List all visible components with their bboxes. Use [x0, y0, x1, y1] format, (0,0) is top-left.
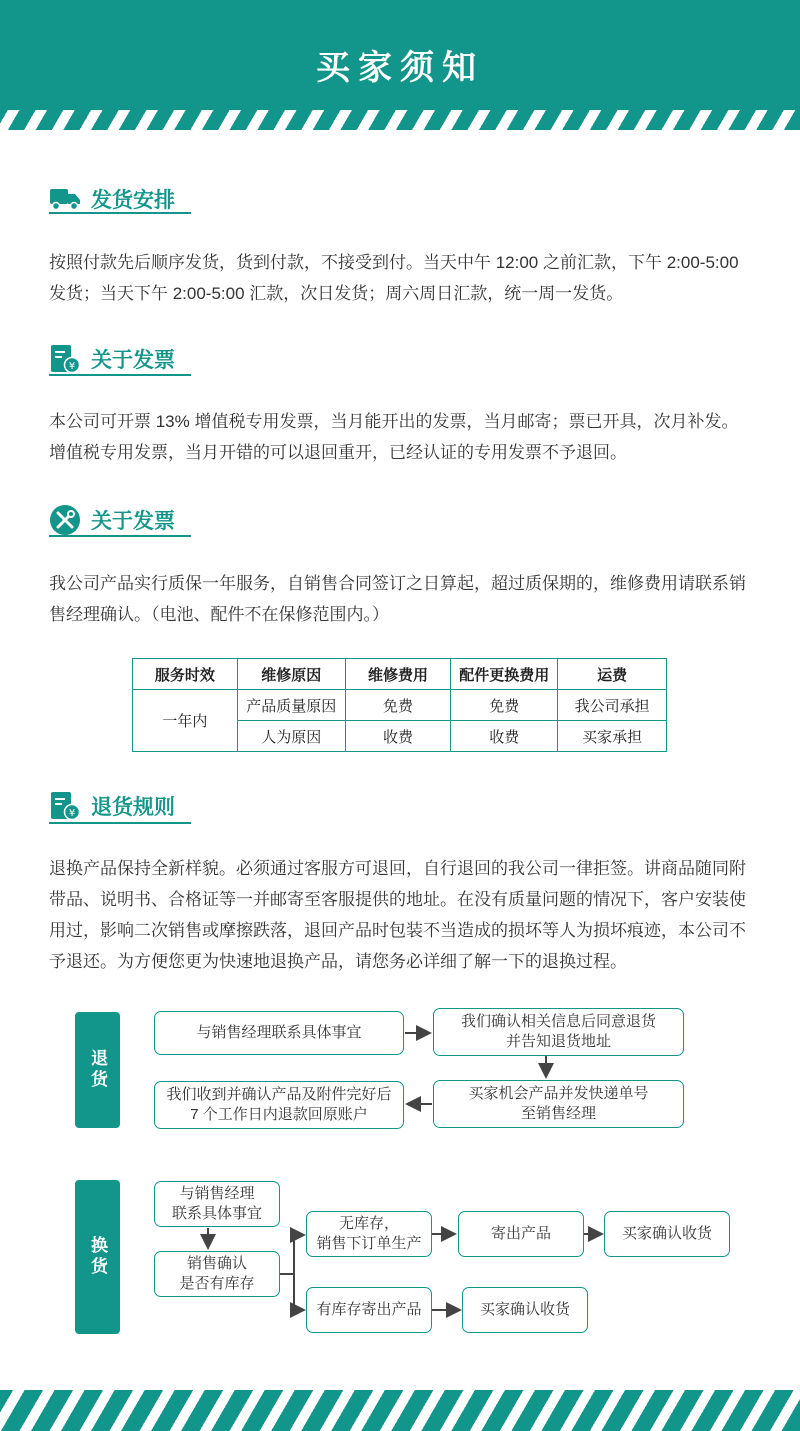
table-header-cell: 配件更换费用 — [451, 659, 558, 690]
table-cell: 免费 — [451, 690, 558, 721]
table-cell: 免费 — [345, 690, 451, 721]
box-text: 买家确认收货 — [479, 1301, 570, 1318]
exchange-step-ship — [458, 1211, 584, 1257]
table-header-cell: 维修费用 — [345, 659, 451, 690]
box-line: 至销售经理 — [520, 1105, 596, 1122]
box-line: 无库存， — [338, 1215, 399, 1232]
table-header-cell: 维修原因 — [237, 659, 345, 690]
section-title: 关于发票 — [91, 349, 175, 372]
section-title: 退货规则 — [91, 796, 175, 819]
return-flow-tag: 退货 — [75, 1012, 120, 1128]
return-step-confirm — [433, 1008, 684, 1056]
table-header-cell: 运费 — [558, 659, 667, 690]
box-line: 销售下订单生产 — [316, 1235, 422, 1252]
svg-text:¥: ¥ — [68, 808, 76, 819]
table-cell: 产品质量原因 — [237, 690, 345, 721]
box-line: 联系具体事宜 — [171, 1205, 262, 1222]
table-cell: 收费 — [451, 721, 558, 752]
box-line: 与销售经理 — [179, 1185, 255, 1202]
box-text: 有库存寄出产品 — [316, 1301, 422, 1318]
return-step-refund — [154, 1081, 404, 1129]
box-line: 我们收到并确认产品及附件完好后 — [166, 1086, 392, 1103]
return-step-ship — [433, 1080, 684, 1128]
table-cell-period: 一年内 — [133, 690, 238, 752]
return-step-contact — [154, 1011, 404, 1055]
box-line: 我们确认相关信息后同意退货 — [460, 1013, 656, 1030]
exchange-flow-tag: 换货 — [75, 1180, 120, 1334]
section-text-warranty: 我公司产品实行质保一年服务，自销售合同签订之日算起，超过质保期的，维修费用请联系销售经理确认。（电池、配件不在保修范围内。） — [49, 574, 746, 624]
section-title: 关于发票 — [91, 510, 175, 533]
exchange-step-contact — [154, 1181, 280, 1227]
section-title: 发货安排 — [91, 189, 175, 212]
box-line: 买家机会产品并发快递单号 — [468, 1085, 649, 1102]
section-text-shipping: 按照付款先后顺序发货，货到付款，不接受到付。当天中午 12:00 之前汇款，下午 2:00-5:00 发货；当天下午 2:00-5:00 汇款，次日发货；周六周日汇款，统一周一发货。 — [49, 253, 739, 303]
footer-stripes — [0, 1390, 800, 1431]
exchange-step-in-stock — [306, 1287, 432, 1333]
box-text: 寄出产品 — [490, 1225, 551, 1242]
box-line: 并告知退货地址 — [505, 1033, 611, 1050]
exchange-step-check-stock — [154, 1251, 280, 1297]
section-text-returns: 退换产品保持全新样貌。必须通过客服方可退回，自行退回的我公司一律拒签。讲商品随同附带品、说明书、合格证等一并邮寄至客服提供的地址。在没有质量问题的情况下，客户安装使用过，影响二次销售或摩擦跌落，退回产品时包装不当造成的损坏等人为损坏痕迹，本公司不予退还。为方便您更为快速地退换产品，请您务必详细了解一下的退换过程。 — [49, 859, 746, 971]
svg-text:¥: ¥ — [68, 361, 76, 372]
table-cell: 买家承担 — [558, 721, 667, 752]
table-header-cell: 服务时效 — [133, 659, 238, 690]
section-text-invoice: 本公司可开票 13% 增值税专用发票，当月能开出的发票，当月邮寄；票已开具，次月补发。增值税专用发票，当月开错的可以退回重开，已经认证的专用发票不予退回。 — [49, 412, 739, 462]
exchange-step-confirm-receipt-2 — [462, 1287, 588, 1333]
table-cell: 收费 — [345, 721, 451, 752]
exchange-step-confirm-receipt — [604, 1211, 730, 1257]
box-line: 是否有库存 — [179, 1275, 255, 1292]
table-cell: 人为原因 — [237, 721, 345, 752]
page-title: 买家须知 — [316, 49, 484, 87]
return-step-contact-text: 与销售经理联系具体事宜 — [196, 1024, 362, 1041]
box-line: 销售确认 — [186, 1255, 247, 1272]
exchange-step-no-stock — [306, 1211, 432, 1257]
table-cell: 我公司承担 — [558, 690, 667, 721]
box-line: 7 个工作日内退款回原账户 — [190, 1106, 368, 1123]
box-text: 买家确认收货 — [621, 1225, 712, 1242]
